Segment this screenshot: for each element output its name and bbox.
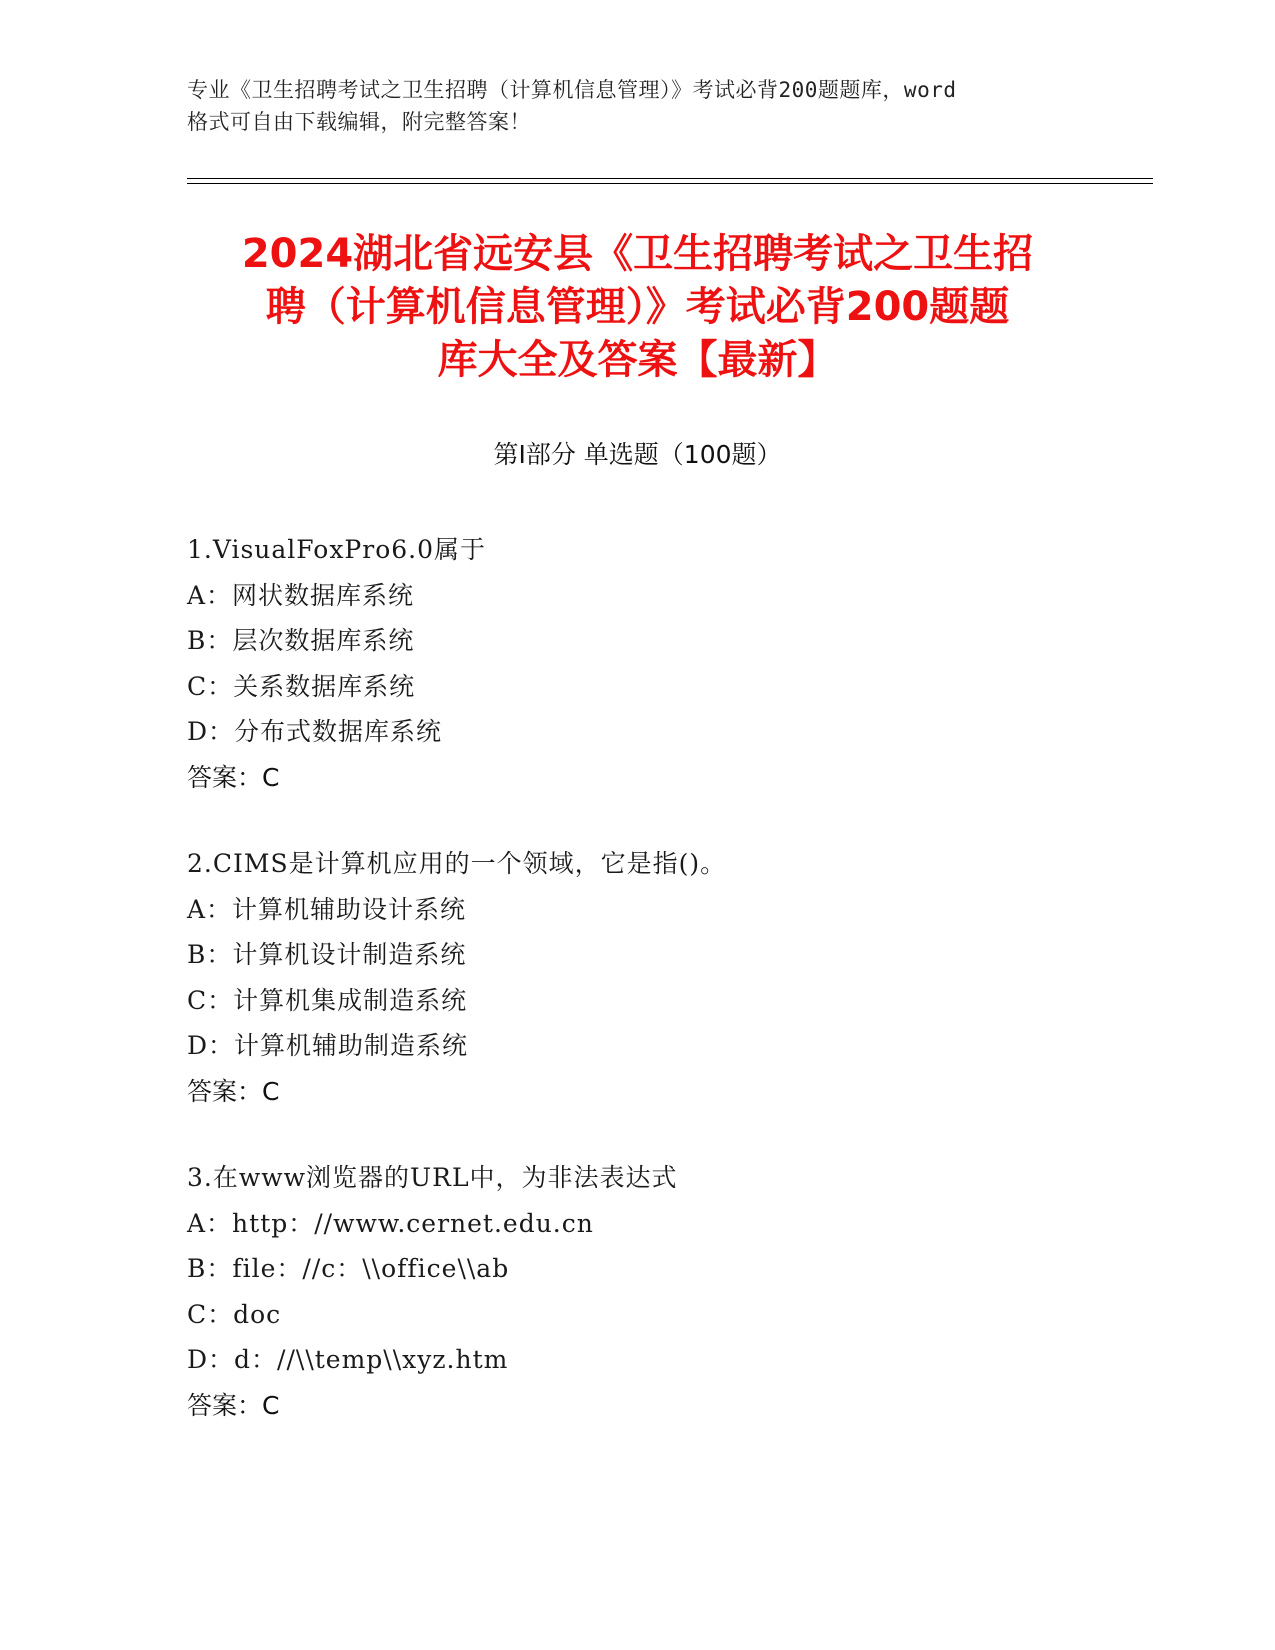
option-a: A：http：//www.cernet.edu.cn [187,1208,594,1238]
option-d: D：d：//\\temp\\xyz.htm [187,1345,509,1374]
document-title [180,228,1095,387]
answer: 答案：C [187,1076,280,1106]
option-d: D：分布式数据库系统 [187,717,443,746]
option-d: D：计算机辅助制造系统 [187,1031,469,1060]
option-b: B：计算机设计制造系统 [187,940,467,969]
option-a: A：计算机辅助设计系统 [187,894,467,924]
header-note-line-1: 专业《卫生招聘考试之卫生招聘（计算机信息管理）》考试必背200题题库，word [187,78,957,102]
option-c: C：doc [187,1299,282,1329]
option-b: B：file：//c：\\office\\ab [187,1254,510,1283]
answer: 答案：C [187,1390,280,1420]
title-line-3: 库大全及答案【最新】 [437,337,838,383]
question-item [187,841,1137,1114]
option-b: B：层次数据库系统 [187,626,415,655]
header-divider-top [187,178,1153,179]
document-header-note [187,74,1087,138]
option-a: A：网状数据库系统 [187,580,415,610]
question-item [187,527,1137,800]
question-item [187,1155,1137,1428]
answer: 答案：C [187,762,280,792]
title-line-2: 聘（计算机信息管理）》考试必背200题题 [265,284,1010,330]
option-c: C：计算机集成制造系统 [187,985,468,1015]
question-stem: 1.VisualFoxPro6.0属于 [187,535,487,564]
header-divider-bottom [187,183,1153,184]
title-line-1: 2024湖北省远安县《卫生招聘考试之卫生招 [241,231,1034,277]
question-stem: 2.CIMS是计算机应用的一个领域，它是指()。 [187,849,727,878]
question-list [187,527,1137,1469]
question-stem: 3.在www浏览器的URL中，为非法表达式 [187,1163,678,1192]
header-note-line-2: 格式可自由下载编辑，附完整答案！ [187,110,531,134]
section-heading: 第Ⅰ部分 单选题（100题） [493,440,782,469]
option-c: C：关系数据库系统 [187,671,416,701]
